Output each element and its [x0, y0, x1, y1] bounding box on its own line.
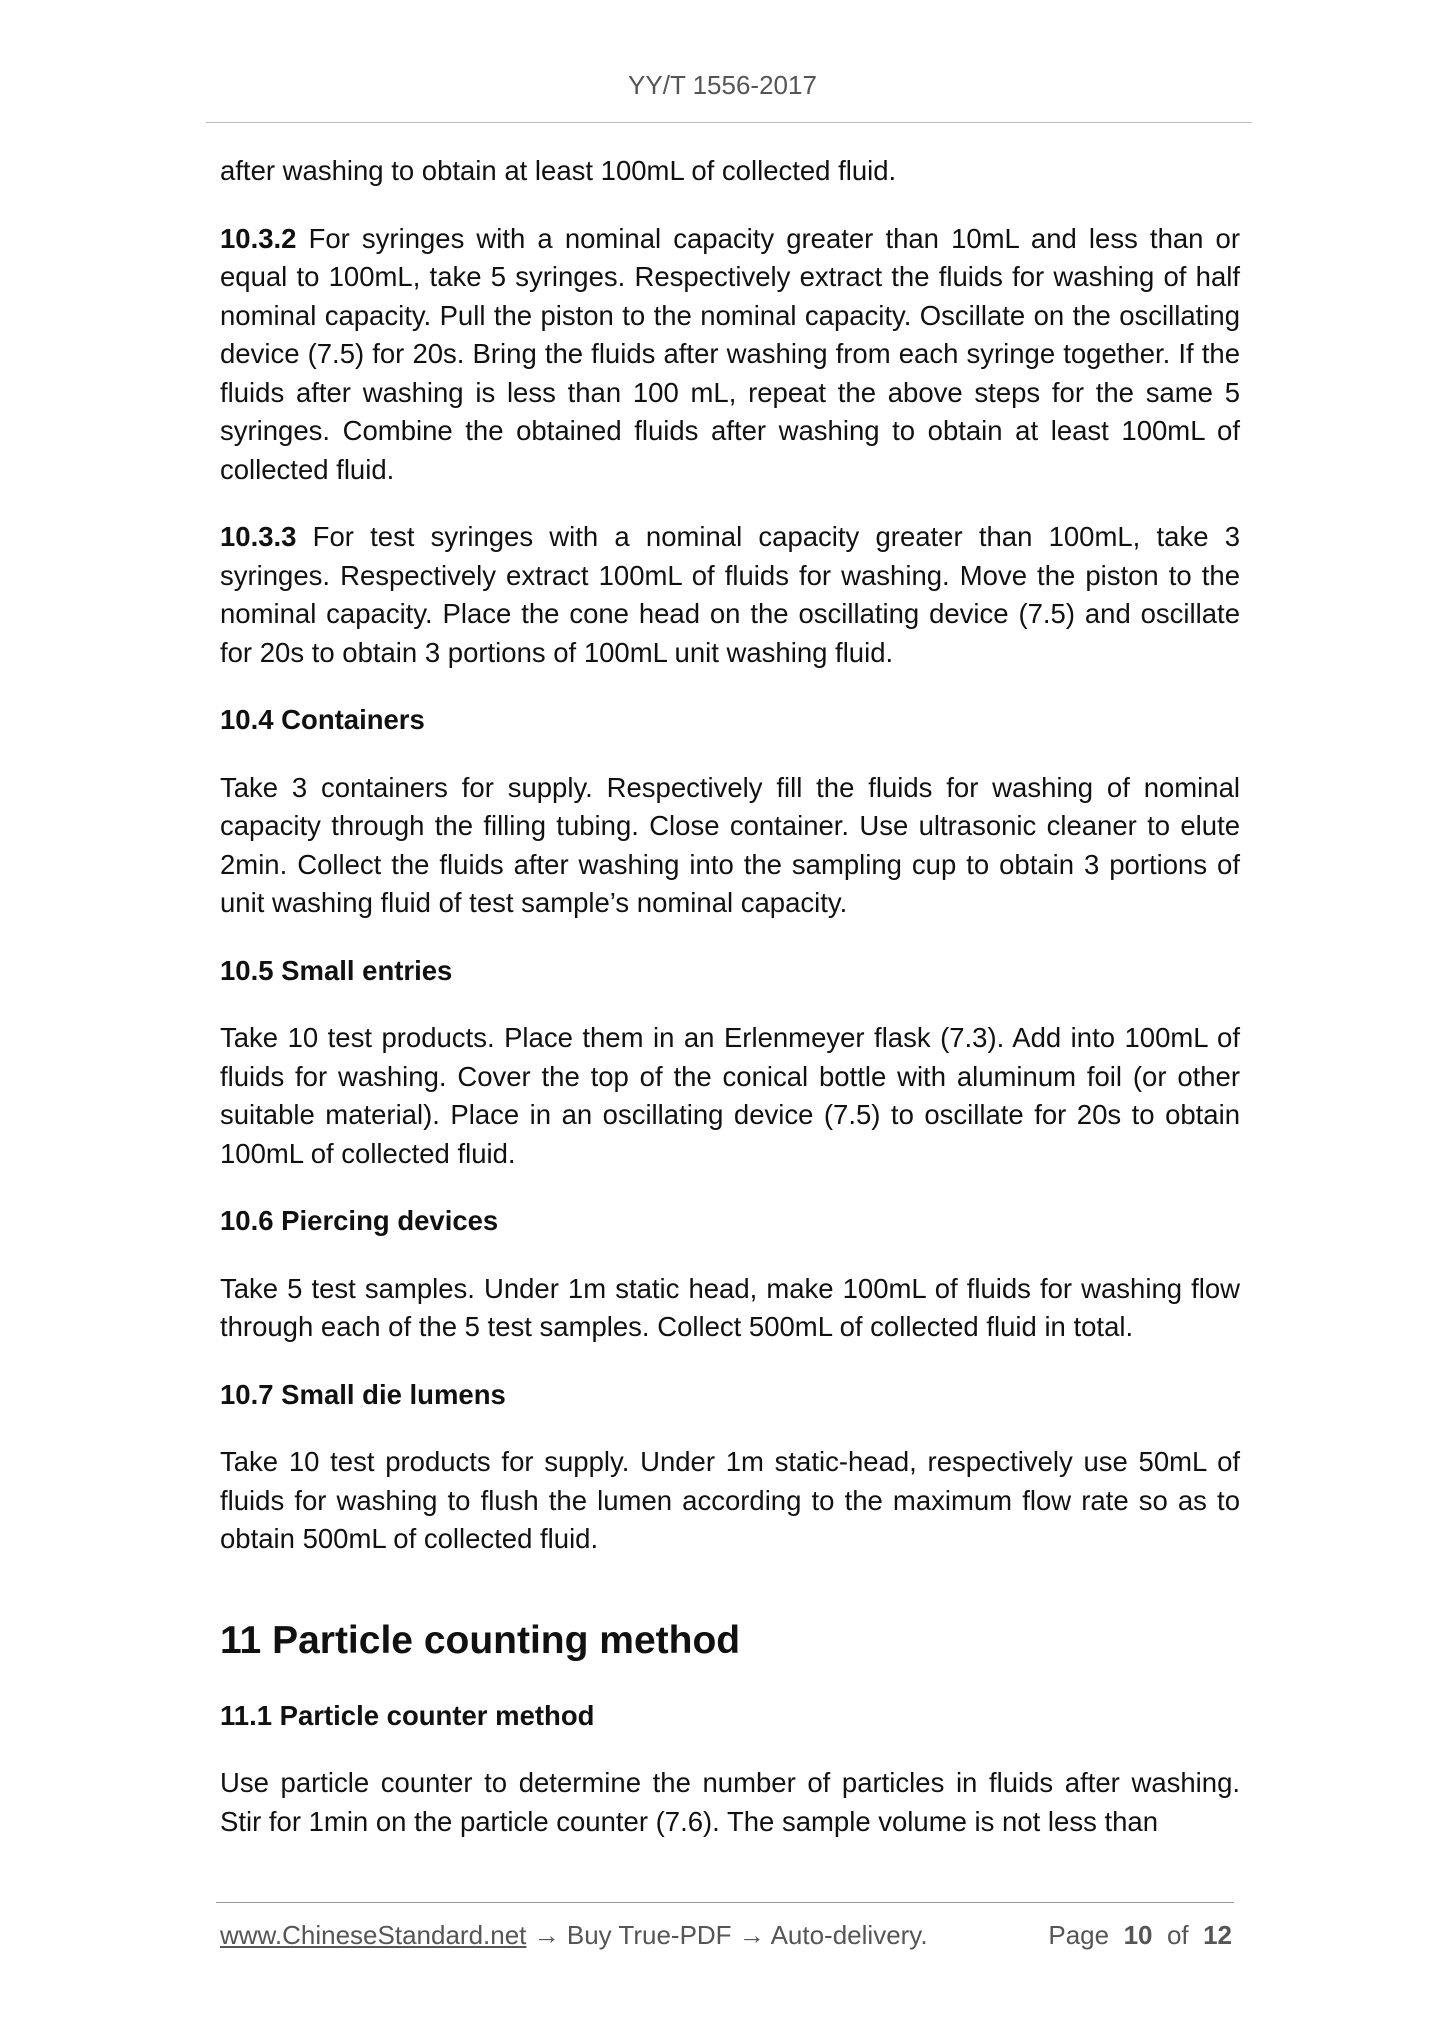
section-text-10-7: Take 10 test products for supply. Under 1m static-head, respectively use 50mL of fluids for washing to flush the lumen according to the maximum flow rate so as to obtain 500mL of collected fluid. — [220, 1446, 1240, 1554]
page-total: 12 — [1203, 1920, 1232, 1950]
clause-10-3-3 — [220, 518, 1240, 672]
section-heading-10-4: 10.4 Containers — [220, 704, 425, 735]
page-of-label: of — [1166, 1920, 1189, 1950]
page-label: Page — [1048, 1920, 1110, 1950]
section-heading-10-7: 10.7 Small die lumens — [220, 1378, 506, 1410]
chapter-heading-11: 11 Particle counting method — [220, 1618, 741, 1662]
document-header-title: YY/T 1556-2017 — [628, 70, 817, 100]
document-body — [220, 152, 1240, 1870]
footer-left — [220, 1920, 928, 1951]
section-text-10-6: Take 5 test samples. Under 1m static head, make 100mL of fluids for washing flow through each of the 5 test samples. Collect 500mL of collected fluid in total. — [220, 1272, 1240, 1342]
section-heading-10-6: 10.6 Piercing devices — [220, 1205, 499, 1236]
footer-divider — [216, 1902, 1234, 1903]
clause-number: 10.3.3 — [220, 521, 297, 552]
header-divider — [206, 122, 1252, 123]
clause-10-3-2 — [220, 220, 1240, 490]
clause-text: For test syringes with a nominal capacity greater than 100mL, take 3 syringes. Respectively extract 100mL of fluids for washing. Move the piston to the nominal capacity. Place the cone head on the oscillating device (7.5) and oscillate for 20s to obtain 3 portions of 100mL unit washing fluid. — [220, 521, 1240, 668]
page-indicator — [1048, 1920, 1232, 1951]
clause-number: 10.3.2 — [220, 222, 297, 254]
section-text-10-4: Take 3 containers for supply. Respectively fill the fluids for washing of nominal capacity through the filling tubing. Close container. Use ultrasonic cleaner to elute 2min. Collect the fluids after washing into the sampling cup to obtain 3 portions of unit washing fluid of test sample’s nominal capacity. — [220, 771, 1240, 918]
section-text-10-5: Take 10 test products. Place them in an Erlenmeyer flask (7.3). Add into 100mL of fluids for washing. Cover the top of the conical bottle with aluminum foil (or other suitable material). Place in an oscillating device (7.5) to oscillate for 20s to obtain 100mL of collected fluid. — [220, 1022, 1240, 1169]
section-text-11-1: Use particle counter to determine the number of particles in fluids after washing. Stir for 1min on the particle counter (7.6). The sample volume is not less than — [220, 1767, 1240, 1837]
paragraph-continued: after washing to obtain at least 100mL of collected fluid. — [220, 155, 897, 186]
website-link[interactable]: www.ChineseStandard.net — [220, 1920, 527, 1950]
section-heading-11-1: 11.1 Particle counter method — [220, 1699, 595, 1731]
clause-text: For syringes with a nominal capacity greater than 10mL and less than or equal to 100mL, take 5 syringes. Respectively extract the fluids for washing of half nominal capacity. Pull the piston to the nominal capacity. Oscillate on the oscillating device (7.5) for 20s. Bring the fluids after washing from each syringe together. If the fluids after washing is less than 100 mL, repeat the above steps for the same 5 syringes. Combine the obtained fluids after washing to obtain at least 100mL of collected fluid. — [220, 222, 1240, 485]
footer-tagline: → Buy True-PDF → Auto-delivery. — [526, 1920, 928, 1950]
section-heading-10-5: 10.5 Small entries — [220, 954, 453, 986]
page-current: 10 — [1123, 1920, 1153, 1950]
